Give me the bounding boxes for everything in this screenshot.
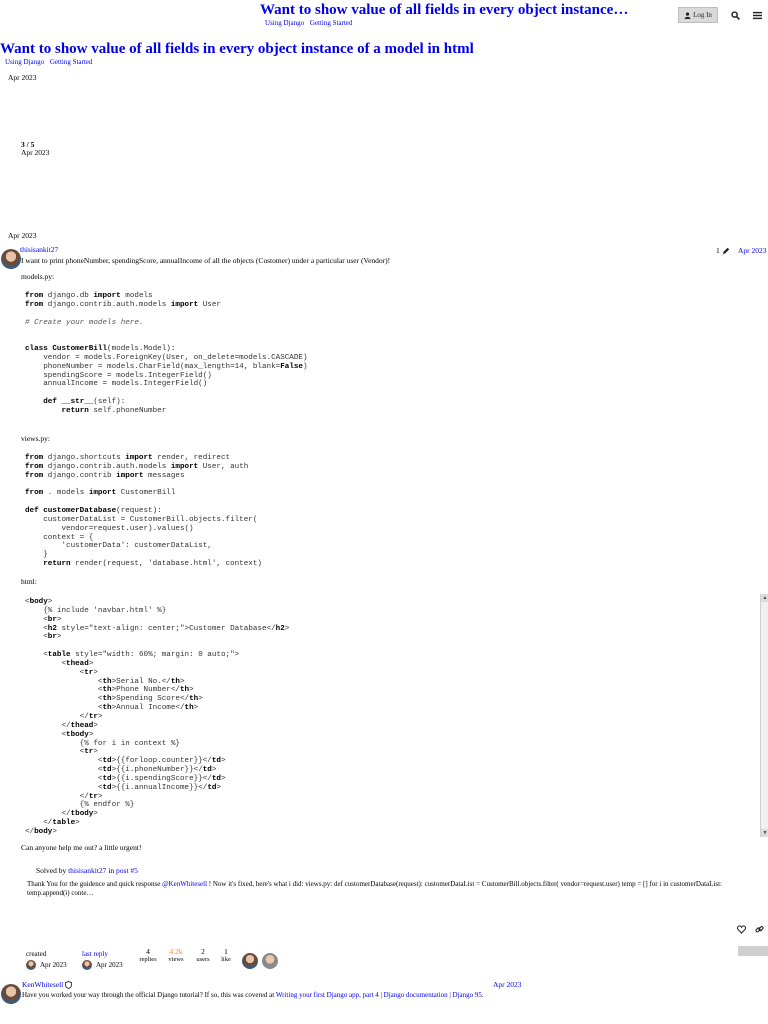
solved-user-link[interactable]: thisisankit27 — [68, 866, 107, 875]
docs-link[interactable]: Writing your first Django app, part 4 | Django documentation | Django — [275, 991, 474, 999]
views-label: views — [168, 956, 184, 963]
post-author — [22, 980, 72, 989]
models-label: models.py: — [21, 272, 55, 281]
users-label: users — [196, 956, 210, 963]
code-block-models: from django.db import models from django.contrib.auth.models import User # Create your models here. class CustomerBill(models.Model): vendor = models.ForeignKey(User, on_delete=models.CASCADE) phoneNumber = models.CharField(max_length=14, blank=False) spendingScore = models.IntegerField() annualIncome = models.IntegerField() def __str__(self): return self.phoneNumber — [25, 292, 308, 415]
page-title[interactable]: Want to show value of all fields in every object instance of a model in html — [0, 41, 474, 57]
post-edit-count[interactable] — [716, 246, 730, 255]
hamburger-menu-icon — [753, 11, 762, 20]
link-click-count: 95 — [474, 991, 482, 999]
views-label: views.py: — [21, 434, 50, 443]
code-block-html: <body> {% include 'navbar.html' %} <br> <h2 style="text-align: center;">Customer Database</h2> <br> <table style="width: 60%; margin: 0 auto;"> <thead> <tr> <th>Serial No.</th> <th>Phone Number</th> <th>Spending Score</th> <th>Annual Income</th> </tr> </thead> <tbody> {% for i in context %} <tr> <td>{{forloop.counter}}</td> <td>{{i.phoneNumber}}</td> <td>{{i.spendingScore}}</td> <td>{{i.annualIncome}}</td> </tr> {% endfor %} </tbody> </table> </body> — [25, 598, 290, 836]
stat-replies — [136, 948, 160, 964]
excerpt-text: Thank You for the guidence and quick response — [27, 880, 161, 888]
header-category-link[interactable]: Getting Started — [309, 19, 353, 27]
stat-last-reply[interactable] — [82, 950, 123, 970]
avatar[interactable] — [1, 984, 21, 1004]
heart-icon — [737, 925, 746, 934]
post-author-link[interactable]: KenWhitesell — [22, 980, 64, 989]
topic-category-link[interactable]: Using Django — [5, 58, 45, 66]
avatar — [26, 960, 36, 970]
timeline-current-date: Apr 2023 — [21, 148, 50, 157]
header-topic-title[interactable]: Want to show value of all fields in every object instance… — [260, 2, 629, 18]
topic-category-link[interactable]: Getting Started — [49, 58, 93, 66]
stat-likes — [216, 948, 236, 964]
replies-label: replies — [139, 956, 157, 963]
login-label: Log In — [693, 11, 712, 19]
share-link-button[interactable] — [752, 922, 766, 936]
created-label: created — [26, 950, 47, 958]
likes-label: like — [221, 956, 231, 963]
scroll-down-icon[interactable]: ▼ — [762, 830, 768, 836]
accepted-answer-excerpt[interactable] — [27, 880, 752, 898]
avatar[interactable] — [1, 249, 21, 269]
post-date-link[interactable]: Apr 2023 — [493, 980, 522, 989]
shield-icon — [65, 981, 72, 989]
stat-views — [164, 948, 188, 964]
html-label: html: — [21, 577, 37, 586]
avatar — [82, 960, 92, 970]
search-button[interactable] — [728, 8, 742, 22]
mention-link[interactable]: @KenWhitesell — [162, 880, 208, 888]
last-reply-date: Apr 2023 — [96, 961, 123, 969]
edit-count: 1 — [716, 246, 720, 255]
user-icon — [684, 12, 691, 19]
summary-toggle-button[interactable] — [738, 946, 768, 956]
views-count: 4.2k — [169, 947, 183, 956]
post-author-link[interactable]: thisisankit27 — [20, 245, 59, 254]
solved-prefix: Solved by — [36, 866, 67, 875]
replies-count: 4 — [146, 947, 150, 956]
header-categories — [265, 19, 356, 27]
timeline-position: 3 / 5 — [21, 140, 35, 149]
solved-in: in — [108, 866, 115, 875]
login-button[interactable] — [678, 7, 718, 23]
stat-users — [192, 948, 214, 964]
created-date: Apr 2023 — [40, 961, 67, 969]
likes-count: 1 — [224, 947, 228, 956]
code-block-views: from django.shortcuts import render, redirect from django.contrib.auth.models import User, auth from django.contrib import messages from . models import CustomerBill def customerDatabase(request): customerDataList = CustomerBill.objects.filter( vendor=request.user).values() context = { 'customerData': customerDataList, } return render(request, 'database.html', context) — [25, 454, 262, 569]
scroll-up-icon[interactable]: ▲ — [762, 595, 768, 601]
solved-post-link[interactable]: post #5 — [116, 866, 138, 875]
code-scrollbar[interactable] — [760, 594, 768, 837]
avatar[interactable] — [242, 953, 258, 969]
timeline-end-date[interactable]: Apr 2023 — [8, 231, 37, 240]
stat-created[interactable] — [26, 950, 67, 970]
like-button[interactable] — [734, 922, 748, 936]
post-text: Have you worked your way through the official Django tutorial? If so, this was covered at — [22, 991, 275, 999]
link-icon — [755, 925, 764, 934]
pencil-icon — [722, 247, 730, 255]
header-category-link[interactable]: Using Django — [265, 19, 305, 27]
post-text-end: . — [481, 991, 484, 999]
menu-button[interactable] — [750, 8, 764, 22]
solved-notice — [36, 866, 138, 875]
post-closing-text: Can anyone help me out? a little urgent! — [21, 843, 142, 852]
timeline-start-date[interactable]: Apr 2023 — [8, 73, 37, 82]
avatar[interactable] — [262, 953, 278, 969]
search-icon — [731, 11, 740, 20]
post-intro-text: I want to print phoneNumber, spendingScore, annualIncome of all the objects (Customer) under a particular user (Vendor)! — [21, 256, 391, 265]
users-count: 2 — [201, 947, 205, 956]
topic-categories — [5, 58, 96, 66]
last-reply-label[interactable]: last reply — [82, 950, 108, 958]
post-body — [22, 991, 742, 999]
post-date-link[interactable]: Apr 2023 — [738, 246, 767, 255]
excerpt-text: ! Now it's fixed, here's what i did: views.py: def customerDatabase(request): customerDataList = CustomerBill.objects.filter( vendor=request.user) temp = [] for i in customerDataList: temp.append(i) conte… — [27, 880, 722, 897]
